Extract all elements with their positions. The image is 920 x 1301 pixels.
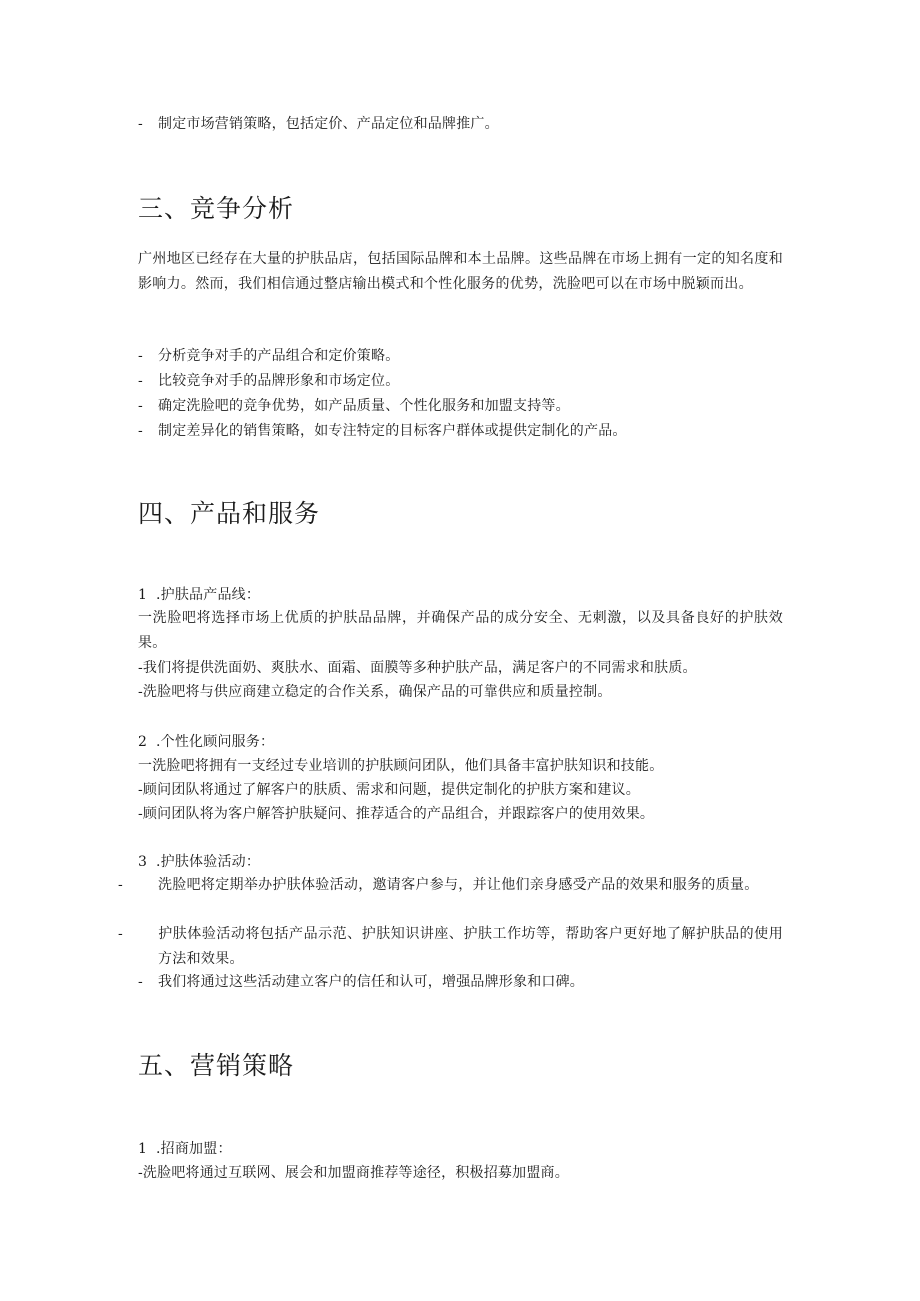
section5-heading: 五、营销策略 <box>138 1051 295 1080</box>
section4-item2-label: 2 .个性化顾问服务： <box>138 734 275 750</box>
section3-bullet-1: - 分析竞争对手的产品组合和定价策略。 <box>138 348 400 364</box>
section5-item1-label: 1 .招商加盟： <box>138 1141 232 1157</box>
section3-bullet-2: - 比较竞争对手的品牌形象和市场定位。 <box>138 373 400 389</box>
section4-item1-line-1: -我们将提供洗面奶、爽肤水、面霜、面膜等多种护肤产品，满足客户的不同需求和肤质。 <box>138 660 697 676</box>
section3-bullet-4: - 制定差异化的销售策略，如专注特定的目标客户群体或提供定制化的产品。 <box>138 423 627 439</box>
section4-item3-bullet-3: - 我们将通过这些活动建立客户的信任和认可，增强品牌形象和口碑。 <box>138 974 584 990</box>
bullet-dash: - <box>138 116 143 132</box>
section4-item3-bullet-1: - 洗脸吧将定期举办护肤体验活动，邀请客户参与，并让他们亲身感受产品的效果和服务的质量。 <box>118 877 759 893</box>
section4-item3-bullet-2: - 护肤体验活动将包括产品示范、护肤知识讲座、护肤工作坊等，帮助客户更好地了解护肤品的使用方法和效果。 <box>118 926 783 967</box>
section3-heading: 三、竞争分析 <box>138 194 295 223</box>
section4-item2-line-1: 一洗脸吧将拥有一支经过专业培训的护肤顾问团队，他们具备丰富护肤知识和技能。 <box>138 758 664 774</box>
section3-bullet-3: - 确定洗脸吧的竞争优势，如产品质量、个性化服务和加盟支持等。 <box>138 398 570 414</box>
intro-bullet-text: 制定市场营销策略，包括定价、产品定位和品牌推广。 <box>158 116 499 132</box>
section3-paragraph: 广州地区已经存在大量的护肤品店，包括国际品牌和本土品牌。这些品牌在市场上拥有一定的知名度和影响力。然而，我们相信通过整店输出模式和个性化服务的优势，洗脸吧可以在市场中脱颖而出。 <box>138 251 783 292</box>
intro-bullet <box>138 112 788 136</box>
section4-item1-line-2: -洗脸吧将与供应商建立稳定的合作关系，确保产品的可靠供应和质量控制。 <box>138 684 612 700</box>
section4-item1-para: 一洗脸吧将选择市场上优质的护肤品品牌，并确保产品的成分安全、无刺激，以及具备良好的护肤效果。 <box>138 610 783 651</box>
section4-item1-label: 1 .护肤品产品线： <box>138 587 261 603</box>
section4-item2-line-3: -顾问团队将为客户解答护肤疑问、推荐适合的产品组合，并跟踪客户的使用效果。 <box>138 806 655 822</box>
section4-item3-label: 3 .护肤体验活动： <box>138 854 261 870</box>
section4-heading: 四、产品和服务 <box>138 499 321 528</box>
section4-item2-line-2: -顾问团队将通过了解客户的肤质、需求和问题，提供定制化的护肤方案和建议。 <box>138 782 640 798</box>
section5-item1-line-1: -洗脸吧将通过互联网、展会和加盟商推荐等途径，积极招募加盟商。 <box>138 1165 569 1181</box>
